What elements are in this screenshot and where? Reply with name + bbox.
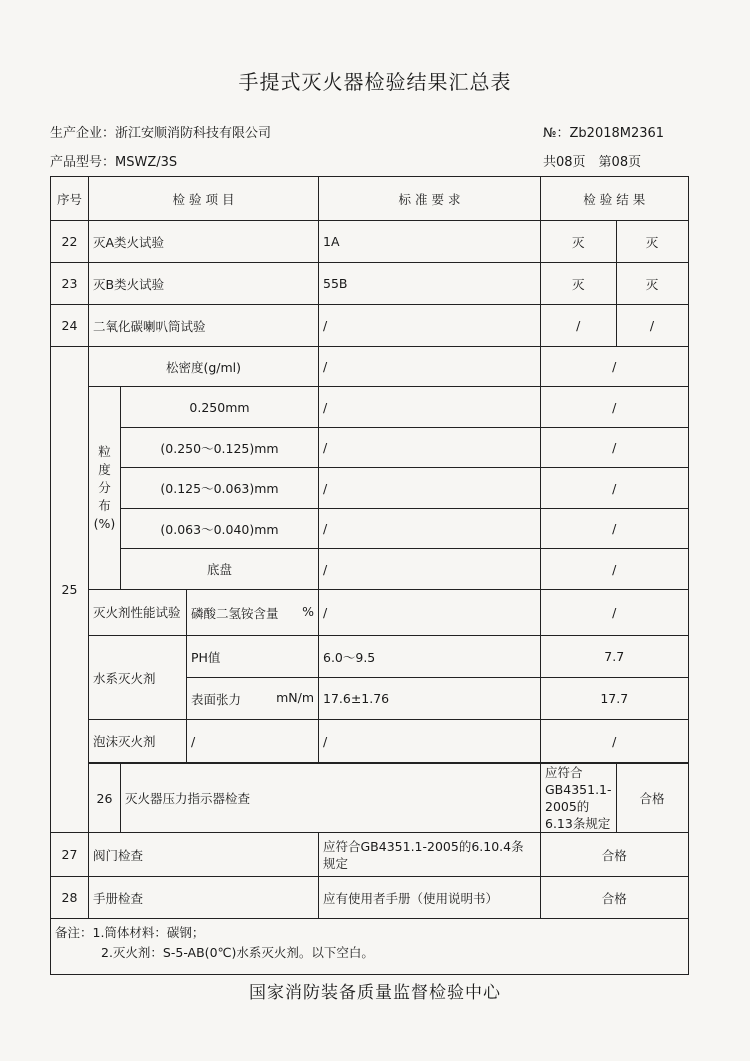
standard-cell: / (319, 549, 541, 590)
item-cell: 二氧化碳喇叭筒试验 (89, 305, 319, 347)
remarks-row (51, 919, 689, 975)
table-row (51, 720, 689, 763)
item-cell: 水系灭火剂 (89, 636, 187, 720)
item-cell: 松密度(g/ml) (89, 347, 319, 387)
granularity-label (89, 443, 120, 533)
item-cell: (0.063～0.040)mm (121, 509, 319, 549)
result-cell: / (541, 720, 689, 763)
page-title: 手提式灭火器检验结果汇总表 (238, 70, 512, 94)
sub-item-label: 磷酸二氢铵含量 (191, 605, 279, 621)
row-number: 24 (51, 305, 89, 347)
standard-cell: / (319, 387, 541, 428)
table-row (51, 428, 689, 468)
result-cell: / (541, 347, 689, 387)
item-cell: 阀门检查 (89, 833, 319, 877)
issuing-organization: 国家消防装备质量监督检验中心 (249, 983, 501, 1003)
sub-item-cell (187, 678, 319, 720)
table-row (51, 347, 689, 387)
table-row (51, 468, 689, 509)
item-cell: 灭A类火试验 (89, 221, 319, 263)
table-row (51, 549, 689, 590)
row-number: 22 (51, 221, 89, 263)
result-cell: / (616, 305, 688, 347)
standard-cell: / (319, 468, 541, 509)
standard-cell: / (319, 509, 541, 549)
col-result-header: 检 验 结 果 (541, 177, 689, 221)
granularity-label-char: 度 (98, 462, 111, 477)
table-row (51, 833, 689, 877)
table-row (51, 263, 689, 305)
table-row (51, 877, 689, 919)
standard-cell: 55B (319, 263, 541, 305)
result-cell: 合格 (616, 764, 688, 833)
table-row (51, 387, 689, 428)
standard-cell: / (319, 590, 541, 636)
granularity-label-char: (%) (93, 516, 116, 531)
standard-cell: 1A (319, 221, 541, 263)
result-cell: 灭 (541, 263, 617, 305)
item-cell: 底盘 (121, 549, 319, 590)
result-cell: 灭 (616, 221, 688, 263)
result-cell: / (541, 509, 689, 549)
item-cell: 灭B类火试验 (89, 263, 319, 305)
granularity-label-char: 分 (98, 480, 111, 495)
unit-label: mN/m (276, 689, 314, 705)
item-cell: 手册检查 (89, 877, 319, 919)
sub-item-cell: / (187, 720, 319, 763)
result-cell: / (541, 549, 689, 590)
result-cell: / (541, 468, 689, 509)
item-cell: 灭火剂性能试验 (89, 590, 187, 636)
manufacturer-row (50, 122, 271, 141)
table-row (51, 590, 689, 636)
report-number: №：Zb2018M2361 (543, 126, 665, 141)
col-item-header: 检 验 项 目 (89, 177, 319, 221)
granularity-label-char: 布 (98, 498, 111, 513)
result-cell: / (541, 428, 689, 468)
result-cell: 灭 (541, 221, 617, 263)
standard-cell: / (319, 720, 541, 763)
sub-item-cell (187, 590, 319, 636)
row-number: 27 (51, 833, 89, 877)
standard-cell: / (319, 428, 541, 468)
model-row (50, 151, 177, 170)
standard-cell: 应符合GB4351.1-2005的6.13条规定 (541, 764, 617, 833)
table-header-row (51, 177, 689, 221)
item-cell: (0.250～0.125)mm (121, 428, 319, 468)
standard-cell: / (319, 347, 541, 387)
row-number: 26 (89, 764, 121, 833)
remarks-line-2: 2.灭火剂：S-5-AB(0℃)水系灭火剂。以下空白。 (101, 945, 374, 960)
standard-cell: / (319, 305, 541, 347)
result-cell: / (541, 387, 689, 428)
result-cell: / (541, 590, 689, 636)
manufacturer-label: 生产企业： (50, 126, 116, 141)
standard-cell: 应有使用者手册（使用说明书） (319, 877, 541, 919)
item-cell: 0.250mm (121, 387, 319, 428)
unit-label: % (302, 603, 314, 619)
standard-cell: 17.6±1.76 (319, 678, 541, 720)
result-cell: 合格 (541, 877, 689, 919)
table-row (51, 509, 689, 549)
standard-cell: 应符合GB4351.1-2005的6.10.4条规定 (319, 833, 541, 877)
manufacturer-value: 浙江安顺消防科技有限公司 (115, 126, 272, 141)
remarks-cell (51, 919, 689, 975)
table-row (51, 221, 689, 263)
table-row (51, 764, 689, 833)
result-cell: 灭 (616, 263, 688, 305)
row-number: 25 (51, 347, 89, 833)
item-cell: 泡沫灭火剂 (89, 720, 187, 763)
result-cell: / (541, 305, 617, 347)
table-row (51, 305, 689, 347)
table-row (51, 636, 689, 678)
granularity-label-char: 粒 (98, 444, 111, 459)
col-seq-header: 序号 (51, 177, 89, 221)
granularity-label-cell (89, 387, 121, 590)
result-cell: 合格 (541, 833, 689, 877)
standard-cell: 6.0～9.5 (319, 636, 541, 678)
result-cell: 7.7 (541, 636, 689, 678)
result-cell: 17.7 (541, 678, 689, 720)
page-info: 共08页 第08页 (543, 155, 642, 170)
sub-item-label: 表面张力 (191, 691, 242, 707)
col-standard-header: 标 准 要 求 (319, 177, 541, 221)
item-cell: 灭火器压力指示器检查 (121, 764, 541, 833)
item-cell: (0.125～0.063)mm (121, 468, 319, 509)
results-table (50, 176, 689, 975)
model-value: MSWZ/3S (115, 155, 178, 170)
row-number: 23 (51, 263, 89, 305)
model-label: 产品型号： (50, 155, 116, 170)
sub-item-cell: PH值 (187, 636, 319, 678)
row-number: 28 (51, 877, 89, 919)
remarks-line-1: 备注：1.筒体材料：碳钢； (55, 925, 205, 940)
